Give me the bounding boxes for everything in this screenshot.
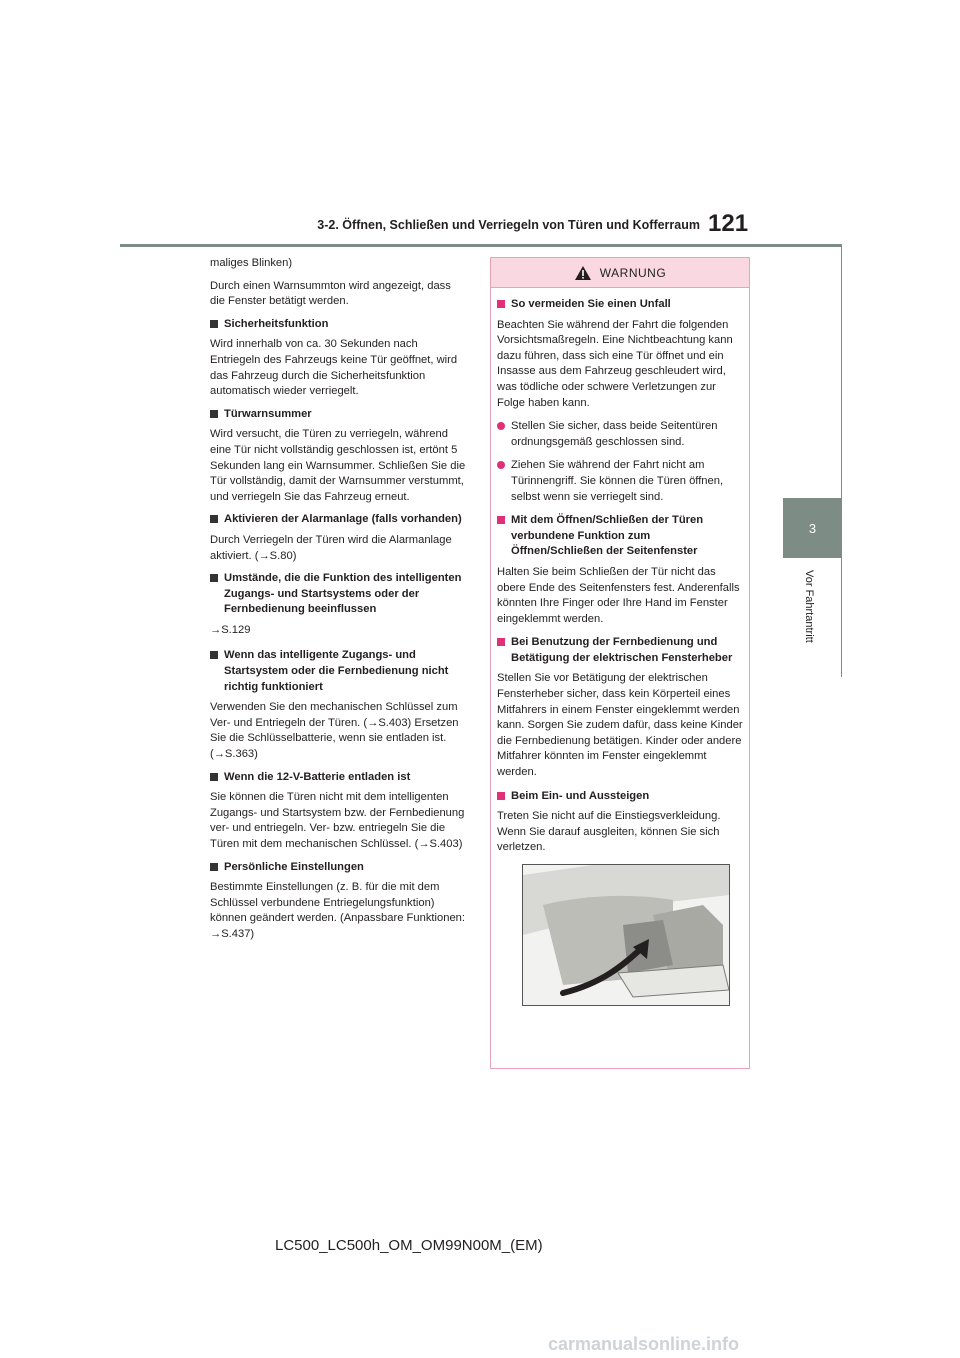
section-text-battery: Sie können die Türen nicht mit dem intelligenten Zugangs- und Startsystem bzw. der Fernbedienung ver- und entriegeln. Ver- bzw. entriegeln Sie die Türen mit dem mechanischen Schlüssel. (→S.403) (210, 791, 465, 850)
warning-title: WARNUNG (599, 265, 667, 280)
section-heading-battery: Wenn die 12-V-Batterie entladen ist (210, 770, 468, 786)
section-text-malfunction: Verwenden Sie den mechanischen Schlüssel zum Ver- und Entriegeln der Türen. (→S.403) Ersetzen Sie die Schlüsselbatterie, wenn sie entladen ist. (→S.363) (210, 701, 459, 761)
section-heading-security: Sicherheitsfunktion (210, 317, 468, 333)
warning-body (491, 288, 749, 1006)
chapter-tab[interactable]: 3 (783, 498, 842, 558)
intro-text-1: maliges Blinken) (210, 257, 293, 269)
door-sill-illustration (522, 864, 730, 1006)
warning-box (490, 257, 750, 1069)
warning-triangle-icon (574, 265, 592, 281)
chapter-label: Vor Fahrtantritt (803, 570, 815, 643)
section-heading-door-buzzer: Türwarnsummer (210, 407, 468, 423)
warning-header (491, 258, 749, 288)
section-title: 3-2. Öffnen, Schließen und Verriegeln von Türen und Kofferraum (317, 218, 700, 232)
warning-text-remote: Stellen Sie vor Betätigung der elektrischen Fensterheber sicher, dass kein Körperteil eines Mitfahrers in einem Fenster eingeklemmt werden kann. Sorgen Sie zudem dafür, dass keine Kinder die Fernbedienung betätigen. Kinder oder andere Mitfahrer könnten im Fenster eingeklemmt werden. (497, 672, 743, 779)
warning-heading-accident: So vermeiden Sie einen Unfall (497, 297, 743, 313)
warning-heading-remote: Bei Benutzung der Fernbedienung und Betätigung der elektrischen Fensterheber (497, 635, 743, 666)
warning-heading-entry: Beim Ein- und Aussteigen (497, 789, 743, 805)
door-sill-illustration-drawing (523, 865, 729, 1005)
section-text-door-buzzer: Wird versucht, die Türen zu verriegeln, während eine Tür nicht vollständig geschlossen ist, ertönt 5 Sekunden lang ein Warnsummer. Schließen Sie die Tür vollständig, damit der Warnsummer verstummt, und verriegeln Sie das Fahrzeug erneut. (210, 428, 466, 503)
warning-text-window-function: Halten Sie beim Schließen der Tür nicht das obere Ende des Seitenfensters fest. Anderenfalls könnten Ihre Finger oder Ihre Hand im Fenster eingeklemmt werden. (497, 565, 740, 625)
side-divider (841, 247, 842, 677)
intro-text-2: Durch einen Warnsummton wird angezeigt, dass die Fenster betätigt werden. (210, 279, 451, 308)
section-text-security: Wird innerhalb von ca. 30 Sekunden nach Entriegeln des Fahrzeugs keine Tür geöffnet, wird das Fahrzeug durch die Sicherheitsfunktion automatisch wieder verriegelt. (210, 338, 458, 398)
warning-text-entry: Treten Sie nicht auf die Einstiegsverkleidung. Wenn Sie darauf ausgleiten, können Sie sich verletzen. (497, 810, 721, 854)
warning-bullet-door-handle: Ziehen Sie während der Fahrt nicht am Türinnengriff. Sie können die Türen öffnen, selbst wenn sie verriegelt sind. (497, 458, 743, 505)
page-number: 121 (708, 210, 749, 237)
document-code: LC500_LC500h_OM_OM99N00M_(EM) (275, 1237, 543, 1254)
section-text-settings: Bestimmte Einstellungen (z. B. für die mit dem Schlüssel verbundene Entriegelungsfunktion) können geändert werden. (Anpassbare Funktionen: →S.437) (210, 881, 465, 940)
left-column (210, 256, 468, 950)
section-heading-malfunction: Wenn das intelligente Zugangs- und Startsystem oder die Fernbedienung nicht richtig funktioniert (210, 648, 468, 695)
section-heading-settings: Persönliche Einstellungen (210, 860, 468, 876)
section-text-influences[interactable]: →S.129 (210, 623, 251, 636)
watermark: carmanualsonline.info (548, 1334, 740, 1354)
section-heading-alarm: Aktivieren der Alarmanlage (falls vorhanden) (210, 512, 468, 528)
warning-heading-window-function: Mit dem Öffnen/Schließen der Türen verbundene Funktion zum Öffnen/Schließen der Seitenfenster (497, 513, 743, 560)
warning-bullet-doors-closed: Stellen Sie sicher, dass beide Seitentüren ordnungsgemäß geschlossen sind. (497, 419, 743, 450)
section-heading-influences: Umstände, die die Funktion des intelligenten Zugangs- und Startsystems oder der Fernbedienung beeinflussen (210, 571, 468, 618)
header-rule (120, 244, 842, 247)
section-text-alarm: Durch Verriegeln der Türen wird die Alarmanlage aktiviert. (→S.80) (210, 533, 452, 562)
warning-text-accident: Beachten Sie während der Fahrt die folgenden Vorsichtsmaßregeln. Eine Nichtbeachtung kann dazu führen, dass sich eine Tür öffnet und ein Insasse aus dem Fahrzeug geschleudert wird, was tödliche oder schwere Verletzungen zur Folge haben kann. (497, 318, 733, 409)
